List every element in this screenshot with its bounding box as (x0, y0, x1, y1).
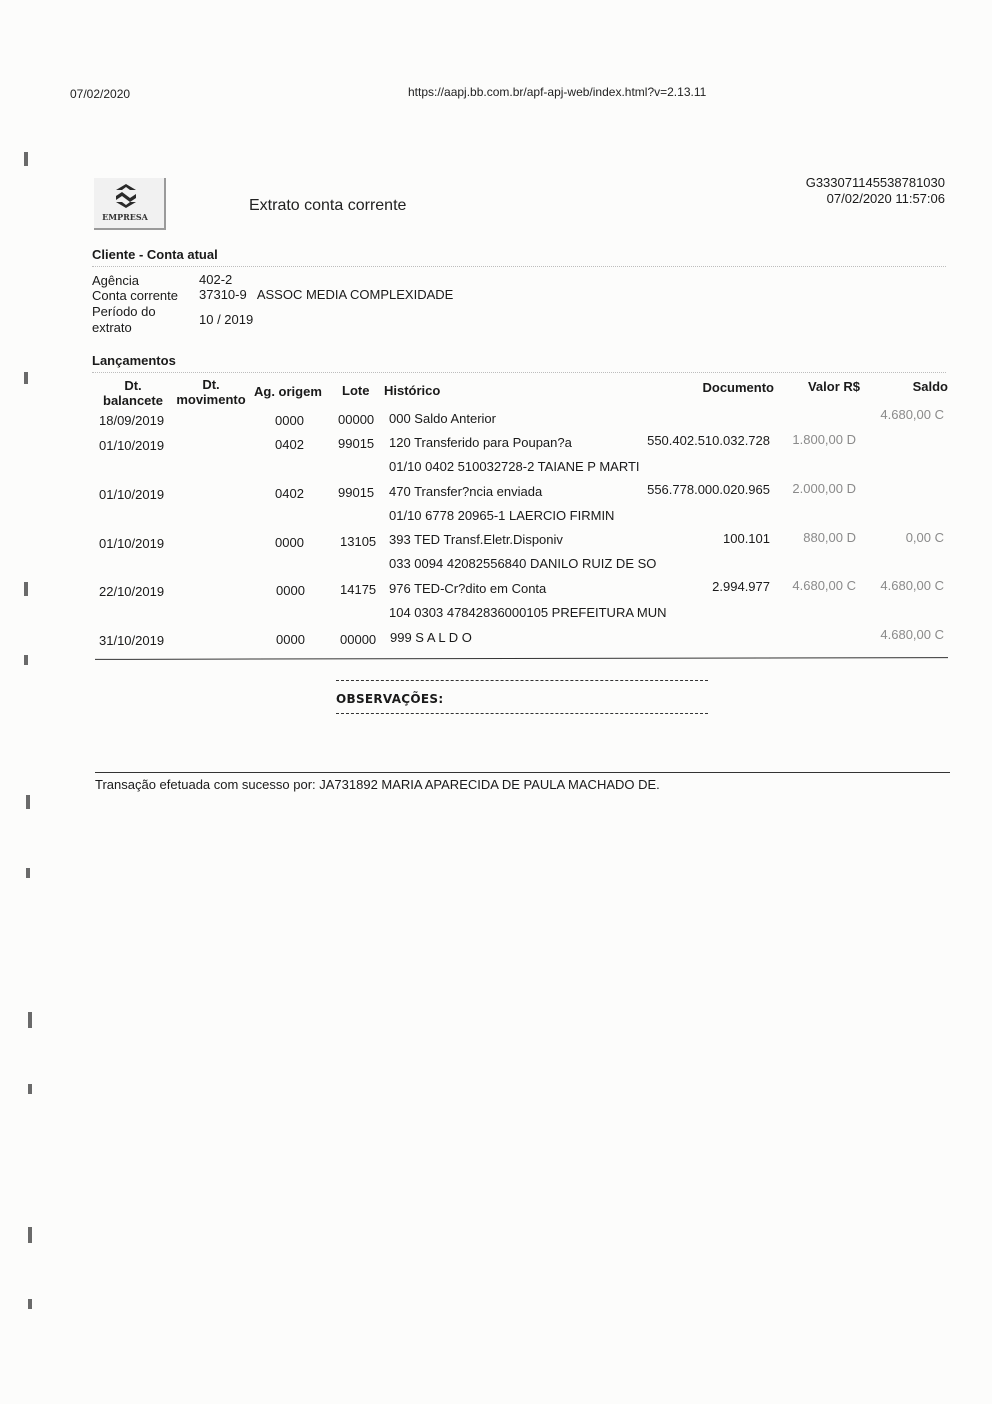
row-valor: 2.000,00 D (792, 481, 856, 496)
row-detail: 033 0094 42082556840 DANILO RUIZ DE SO (389, 556, 657, 571)
row-lote: 00000 (338, 412, 375, 427)
row-historico: 000 Saldo Anterior (389, 411, 496, 426)
agencia-label: Agência (92, 273, 139, 288)
conta-label: Conta corrente (92, 288, 178, 303)
row-valor: 880,00 D (803, 530, 856, 545)
col-saldo: Saldo (912, 379, 948, 394)
row-agencia: 0000 (275, 413, 304, 428)
row-agencia: 0000 (276, 632, 305, 647)
row-saldo: 4.680,00 C (880, 627, 944, 642)
row-historico: 470 Transfer?ncia enviada (389, 484, 543, 499)
row-agencia: 0000 (276, 583, 305, 598)
scan-mark (24, 372, 28, 384)
agencia-value: 402-2 (199, 272, 233, 287)
row-date: 18/09/2019 (99, 413, 165, 428)
row-date: 22/10/2019 (99, 584, 165, 599)
client-heading: Cliente - Conta atual (92, 247, 218, 262)
row-detail: 01/10 6778 20965-1 LAERCIO FIRMIN (389, 508, 615, 523)
scan-mark (28, 1012, 32, 1028)
scan-mark (24, 655, 28, 665)
row-historico: 120 Transferido para Poupan?a (389, 435, 572, 450)
footer-transaction-text: Transação efetuada com sucesso por: JA731892 MARIA APARECIDA DE PAULA MACHADO DE. (95, 777, 660, 792)
client-divider (92, 266, 946, 267)
row-lote: 99015 (338, 436, 375, 451)
row-lote: 14175 (340, 582, 377, 597)
col-lote: Lote (342, 383, 370, 398)
bank-logo-icon (114, 182, 138, 208)
row-historico: 976 TED-Cr?dito em Conta (389, 581, 547, 596)
observacoes-top-dashes (336, 680, 708, 681)
col-historico: Histórico (384, 383, 441, 398)
row-documento: 2.994.977 (712, 579, 770, 594)
reference-code: G333071145538781030 (805, 175, 945, 190)
row-detail: 01/10 0402 510032728-2 TAIANE P MARTI (389, 459, 640, 474)
scan-mark (28, 1299, 32, 1309)
col-ag-origem: Ag. origem (254, 384, 322, 399)
bank-logo (94, 178, 166, 230)
reference-datetime: 07/02/2020 11:57:06 (826, 191, 945, 206)
row-agencia: 0000 (275, 535, 304, 550)
col-dt-movimento-2: movimento (176, 392, 246, 407)
row-documento: 550.402.510.032.728 (647, 433, 770, 448)
row-lote: 99015 (338, 485, 375, 500)
scan-mark (24, 582, 28, 596)
row-date: 01/10/2019 (99, 438, 165, 453)
scan-mark (28, 1227, 32, 1243)
scan-mark (26, 795, 30, 809)
scan-mark (26, 868, 30, 878)
print-url: https://aapj.bb.com.br/apf-apj-web/index.html?v=2.13.11 (408, 85, 707, 99)
row-date: 31/10/2019 (99, 633, 165, 648)
col-documento: Documento (702, 380, 774, 395)
row-date: 01/10/2019 (99, 487, 165, 502)
col-dt-balancete-1: Dt. (124, 378, 142, 393)
row-date: 01/10/2019 (99, 536, 165, 551)
col-dt-balancete-2: balancete (103, 393, 163, 408)
row-agencia: 0402 (275, 486, 304, 501)
periodo-label-line1: Período do (92, 304, 156, 319)
table-bottom-rule (95, 657, 948, 660)
page-title: Extrato conta corrente (249, 197, 407, 214)
row-saldo: 4.680,00 C (880, 407, 944, 422)
row-valor: 4.680,00 C (792, 578, 856, 593)
scan-mark (24, 152, 28, 166)
row-saldo: 4.680,00 C (880, 578, 944, 593)
lancamentos-heading: Lançamentos (92, 353, 176, 368)
row-documento: 100.101 (723, 531, 770, 546)
row-agencia: 0402 (275, 437, 304, 452)
row-lote: 13105 (340, 534, 377, 549)
row-detail: 104 0303 47842836000105 PREFEITURA MUN (389, 605, 667, 620)
conta-value: 37310-9 ASSOC MEDIA COMPLEXIDADE (199, 287, 454, 302)
col-dt-movimento-1: Dt. (202, 377, 220, 392)
periodo-value: 10 / 2019 (199, 312, 254, 327)
row-historico: 393 TED Transf.Eletr.Disponiv (389, 532, 563, 547)
row-historico: 999 S A L D O (390, 630, 472, 645)
row-documento: 556.778.000.020.965 (647, 482, 770, 497)
observacoes-bottom-dashes (336, 713, 708, 714)
lancamentos-divider (92, 372, 946, 373)
scan-mark (28, 1084, 32, 1094)
row-valor: 1.800,00 D (792, 432, 856, 447)
print-date: 07/02/2020 (70, 87, 131, 101)
row-saldo: 0,00 C (905, 530, 944, 545)
footer-rule (95, 772, 950, 773)
col-valor: Valor R$ (807, 379, 860, 394)
row-lote: 00000 (340, 632, 377, 647)
observacoes-label: OBSERVAÇÕES: (336, 692, 444, 706)
periodo-label-line2: extrato (92, 320, 132, 335)
logo-text: EMPRESA (102, 212, 148, 222)
